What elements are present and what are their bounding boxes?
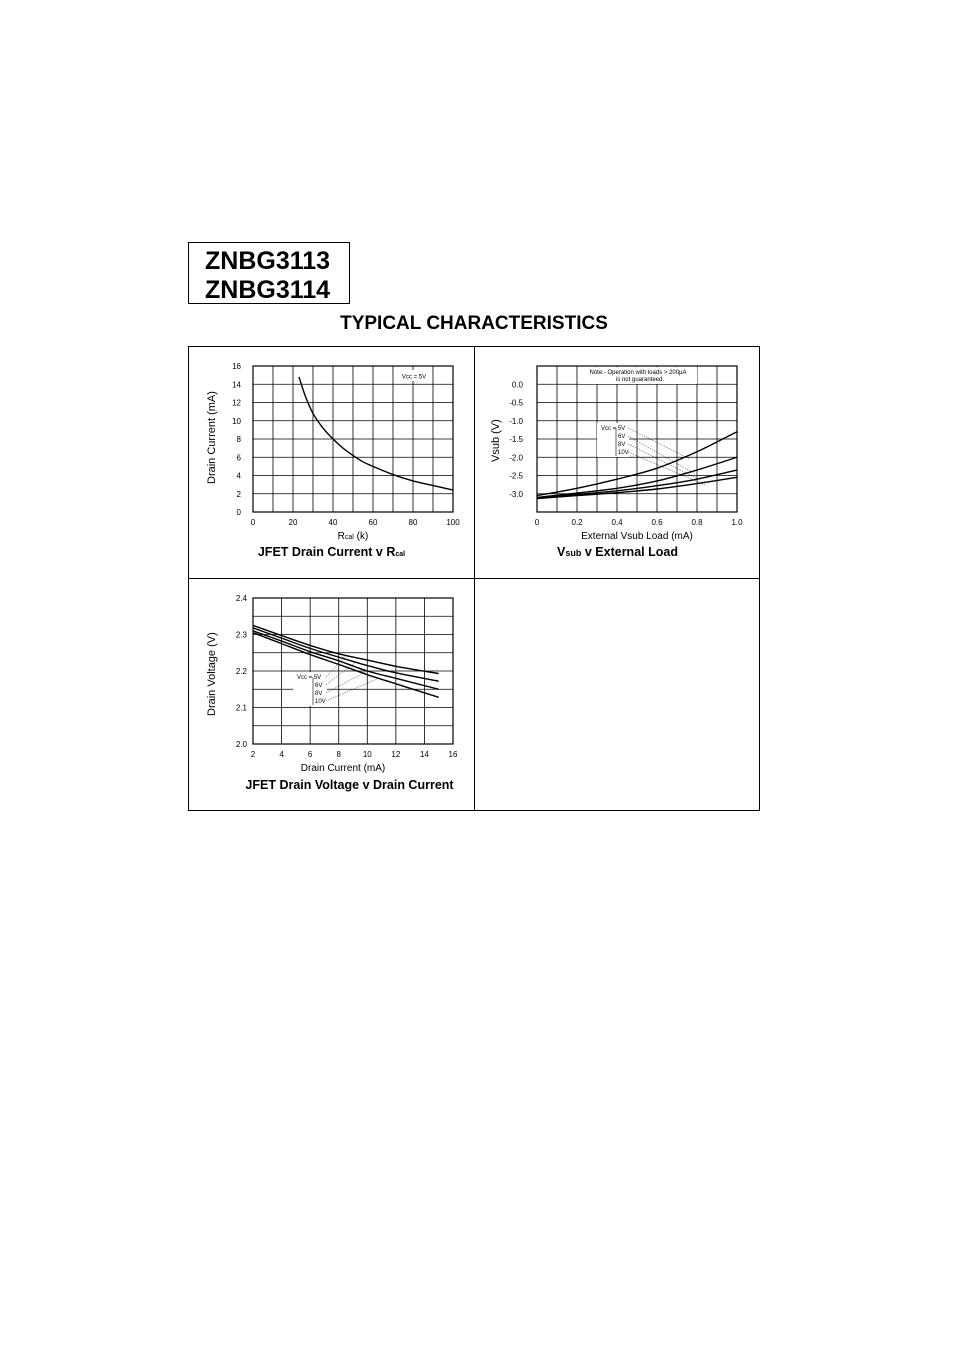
chart2-x-tick-label: 0.2 <box>571 518 583 527</box>
chart1-x-tick-label: 20 <box>288 518 298 527</box>
chart1-x-tick-label: 100 <box>446 518 460 527</box>
section-title: TYPICAL CHARACTERISTICS <box>340 313 608 334</box>
chart1-title-main: JFET Drain Current v R <box>257 545 396 559</box>
chart1-y-tick-label: 10 <box>232 416 241 426</box>
chart3-leader-line <box>326 678 379 701</box>
chart3-legend-entry: 10V <box>315 699 326 705</box>
chart3-x-tick-label: 6 <box>307 750 313 759</box>
chart3-x-tick-label: 4 <box>279 750 284 759</box>
part-number-2: ZNBG3114 <box>205 276 331 304</box>
chart3-title: JFET Drain Voltage v Drain Current <box>245 778 454 792</box>
chart2-y-tick-label: 0.0 <box>511 380 523 390</box>
chart1-y-tick-label: 16 <box>232 362 241 371</box>
chart3-y-tick-label: 2.0 <box>235 740 247 749</box>
chart2-x-tick-label: 0.4 <box>611 518 623 527</box>
chart3-x-tick-label: 16 <box>448 750 458 759</box>
chart2-y-tick-label: -3.0 <box>509 489 523 499</box>
chart3-leader-line <box>326 671 367 693</box>
chart2-note-line1: Note:- Operation with loads > 200µA <box>589 370 687 376</box>
chart3-xlabel: Drain Current (mA) <box>300 763 386 774</box>
chart1-y-tick-label: 12 <box>232 398 241 408</box>
chart2-legend-entry: 8V <box>618 442 626 448</box>
chart3-x-tick-label: 8 <box>336 750 341 759</box>
chart2-note-line2: is not guaranteed. <box>615 377 665 383</box>
chart1-x-tick-label: 60 <box>368 518 378 527</box>
chart2-y-tick-label: -1.5 <box>509 435 523 444</box>
chart1-x-tick-label: 0 <box>250 518 256 527</box>
chart2-y-tick-label: -0.5 <box>509 398 523 408</box>
chart2-ylabel: Vsub (V) <box>490 419 502 462</box>
chart2-y-tick-label: -2.5 <box>509 471 523 481</box>
chart2-legend-entry: 10V <box>618 450 629 456</box>
chart2-x-tick-label: 1.0 <box>731 518 743 527</box>
chart1-y-tick-label: 2 <box>236 489 241 499</box>
chart3-x-tick-label: 12 <box>391 750 401 759</box>
chart2-title-rest: v External Load <box>581 545 678 559</box>
chart1-y-tick-label: 4 <box>236 471 241 481</box>
chart1-y-tick-label: 6 <box>236 453 241 463</box>
chart2-legend-entry: 6V <box>618 434 626 440</box>
chart3-series-line-3 <box>253 633 439 698</box>
chart3-x-tick-label: 14 <box>419 750 429 759</box>
chart3-legend-entry: Vcc = 5V <box>297 675 322 681</box>
chart1-annotation: Vcc = 5V <box>401 374 427 381</box>
chart3-y-tick-label: 2.3 <box>235 630 247 640</box>
chart3-legend-entry: 8V <box>315 691 323 697</box>
chart3-x-tick-label: 2 <box>250 750 256 759</box>
chart3-y-tick-label: 2.1 <box>235 703 247 713</box>
chart2-x-tick-label: 0.8 <box>691 518 703 527</box>
chart1-ylabel: Drain Current (mA) <box>206 391 218 484</box>
chart3-series-line-2 <box>253 631 439 689</box>
chart1-xlabel-sub: cal <box>344 534 354 541</box>
chart1-y-tick-label: 14 <box>232 380 241 390</box>
chart2-title-main: V <box>557 545 566 559</box>
chart2-xlabel: External Vsub Load (mA) <box>581 531 693 542</box>
chart1-xlabel-unit: (k) <box>353 531 369 542</box>
chart3-legend-entry: 6V <box>315 683 323 689</box>
chart1-x-tick-label: 80 <box>408 518 418 527</box>
chart1-y-tick-label: 0 <box>236 508 241 517</box>
chart1-x-tick-label: 40 <box>328 518 338 527</box>
chart3-y-tick-label: 2.4 <box>235 594 247 603</box>
chart3-ylabel: Drain Voltage (V) <box>206 632 218 716</box>
chart2-y-tick-label: -2.0 <box>509 453 523 463</box>
part-number-1: ZNBG3113 <box>205 247 331 275</box>
chart3-x-tick-label: 10 <box>362 750 372 759</box>
chart1-title-sub: cal <box>395 551 406 558</box>
chart2-y-tick-label: -1.0 <box>509 416 523 426</box>
chart1-y-tick-label: 8 <box>236 435 241 444</box>
chart2-legend-entry: Vcc = 5V <box>601 426 626 432</box>
chart2-x-tick-label: 0.6 <box>651 518 663 527</box>
chart3-y-tick-label: 2.2 <box>235 667 247 676</box>
chart1-xlabel-main: R <box>337 531 345 542</box>
chart2-x-tick-label: 0 <box>534 518 540 527</box>
chart2-title-sub: sub <box>565 548 582 558</box>
